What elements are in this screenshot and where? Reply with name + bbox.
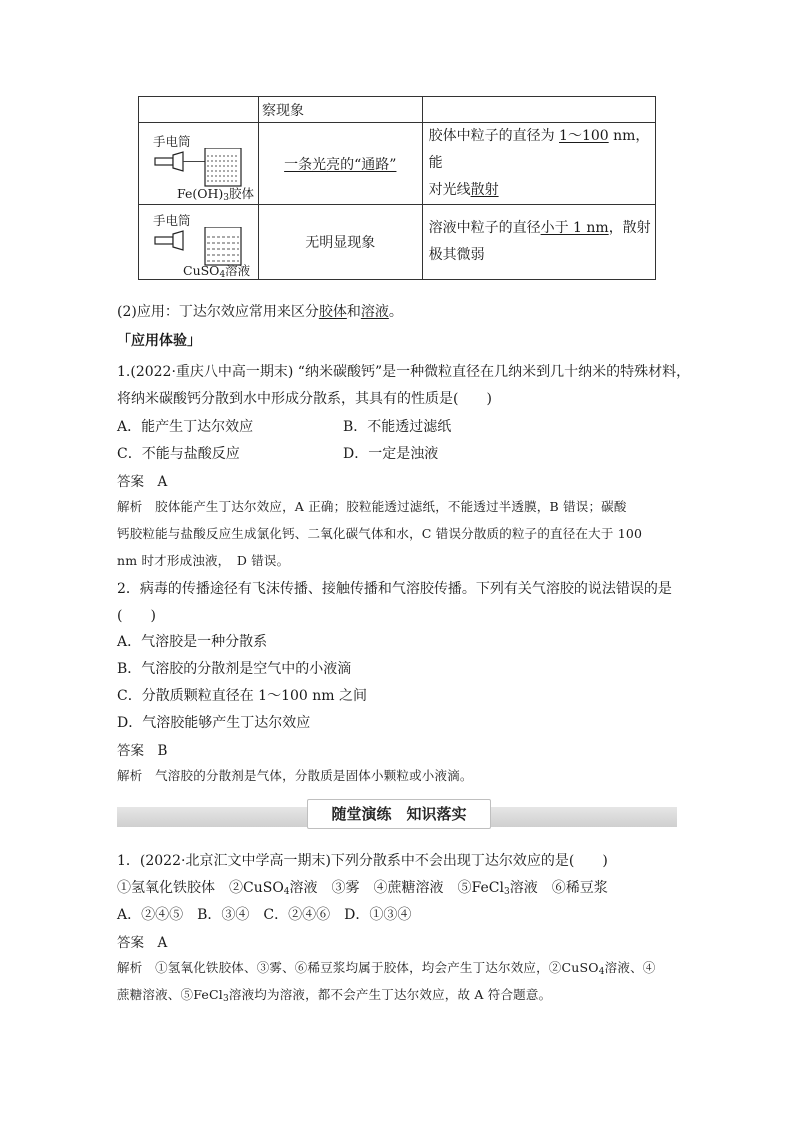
text: ，散射 xyxy=(608,220,651,236)
table-header-text: 察现象 xyxy=(262,102,304,119)
explanation-label: 解析 xyxy=(117,499,143,514)
text: 对光线 xyxy=(428,182,471,198)
q2-option-c: C．分散质颗粒直径在 1～100 nm 之间 xyxy=(117,688,367,704)
explanation-line1 xyxy=(429,123,655,177)
q1-option-b: B．不能透过滤纸 xyxy=(343,419,452,435)
answer-value: A xyxy=(157,474,168,490)
q1-explanation-1 xyxy=(117,497,627,515)
text: 溶液中粒子的直径 xyxy=(428,220,541,236)
q1-line2: 将纳米碳酸钙分散到水中形成分散系，其具有的性质是( ) xyxy=(117,391,492,407)
q3-items: ①氢氧化铁胶体 ②CuSO$_4$溶液 ③雾 ④蔗糖溶液 ⑤FeCl$_3$溶液 ⑥稀豆浆 xyxy=(117,880,608,897)
explanation-line1 xyxy=(429,215,655,242)
explanation-text: 气溶胶的分散剂是气体，分散质是固体小颗粒或小液滴。 xyxy=(155,768,473,783)
explanation-text: 胶体能产生丁达尔效应，A 正确；胶粒能透过滤纸，不能透过半透膜，B 错误；碳酸 xyxy=(155,499,627,514)
phenomenon-cell-cu xyxy=(259,205,423,280)
explanation-cell-fe xyxy=(422,123,655,205)
q2-line2: ( ) xyxy=(117,608,156,624)
phenomenon-text: 无明显现象 xyxy=(305,235,376,251)
q1-explanation-2: 钙胶粒能与盐酸反应生成氯化钙、二氧化碳气体和水，C 错误分散质的粒子的直径在大于 100 xyxy=(117,526,643,541)
under-text: 小于 1 nm xyxy=(540,220,609,236)
answer-label: 答案 xyxy=(117,743,144,759)
q3-line1: 1．(2022·北京汇文中学高一期末)下列分散系中不会出现丁达尔效应的是( ) xyxy=(117,853,608,869)
explanation-line2 xyxy=(429,177,655,204)
q3-options: A．②④⑤ B．③④ C．②④⑥ D．①③④ xyxy=(117,907,412,923)
explanation-line2: 极其微弱 xyxy=(428,247,485,263)
banner-title: 随堂演练 知识落实 xyxy=(307,799,491,829)
q2-option-a: A．气溶胶是一种分散系 xyxy=(117,634,268,650)
table-header-phenomenon xyxy=(259,97,423,123)
term-solution: 溶液 xyxy=(360,304,389,320)
answer-label: 答案 xyxy=(117,935,144,951)
q2-answer xyxy=(117,739,167,759)
text: 。 xyxy=(388,304,403,320)
q1-line1: 1.(2022·重庆八中高一期末) “纳米碳酸钙”是一种微粒直径在几纳米到几十纳米的特殊材料， xyxy=(117,364,691,380)
table-row-image-fe xyxy=(139,123,259,205)
text: (2)应用：丁达尔效应常用来区分 xyxy=(117,304,319,320)
q2-option-b: B．气溶胶的分散剂是空气中的小液滴 xyxy=(117,661,352,677)
flashlight-label: 手电筒 xyxy=(153,213,191,228)
answer-value: B xyxy=(157,743,168,759)
phenomenon-cell-fe xyxy=(259,123,423,205)
q2-line1: 2．病毒的传播途径有飞沫传播、接触传播和气溶胶传播。下列有关气溶胶的说法错误的是 xyxy=(117,581,672,597)
text: 胶体中粒子的直径为 xyxy=(428,128,560,144)
q1-option-c: C．不能与盐酸反应 xyxy=(117,446,240,462)
q1-option-d: D．一定是浊液 xyxy=(343,446,439,462)
table-row-image-cu xyxy=(139,205,259,280)
q2-explanation xyxy=(117,766,473,784)
scatter-text: 散射 xyxy=(470,182,499,198)
q1-answer xyxy=(117,470,167,490)
application-line xyxy=(117,301,403,321)
flashlight-beaker-illustration xyxy=(153,148,253,188)
table-header-cell-empty-2 xyxy=(422,97,655,123)
colloid-comparison-table xyxy=(138,96,656,280)
explanation-label: 解析 xyxy=(117,960,143,975)
term-colloid: 胶体 xyxy=(318,304,347,320)
q1-explanation-3: nm 时才形成浊液， D 错误。 xyxy=(117,553,290,568)
text: 和 xyxy=(346,304,361,320)
q3-answer xyxy=(117,931,167,951)
answer-label: 答案 xyxy=(117,474,144,490)
text: nm，能 xyxy=(428,128,650,171)
explanation-label: 解析 xyxy=(117,768,143,783)
answer-value: A xyxy=(157,935,168,951)
section-banner xyxy=(117,799,677,829)
q1-option-a: A．能产生丁达尔效应 xyxy=(117,419,254,435)
q3-explanation-2: 蔗糖溶液、⑤FeCl$_3$溶液均为溶液，都不会产生丁达尔效应，故 A 符合题意。 xyxy=(117,987,552,1004)
sample-label-cu: CuSO$_4$溶液 xyxy=(183,263,251,280)
range-text: 1～100 xyxy=(559,128,609,144)
table-header-cell-empty xyxy=(139,97,259,123)
sample-label-fe: $Fe(OH)_3$胶体 xyxy=(177,185,255,203)
q2-option-d: D．气溶胶能够产生丁达尔效应 xyxy=(117,715,311,731)
q3-explanation-1: 解析 ①氢氧化铁胶体、③雾、⑥稀豆浆均属于胶体，均会产生丁达尔效应，②CuSO$_4$溶液、④ xyxy=(117,960,656,977)
section-title: 「应用体验」 xyxy=(117,333,201,349)
explanation-cell-cu xyxy=(422,205,655,280)
flashlight-label: 手电筒 xyxy=(153,133,191,149)
phenomenon-text: 一条光亮的“通路” xyxy=(284,156,397,173)
